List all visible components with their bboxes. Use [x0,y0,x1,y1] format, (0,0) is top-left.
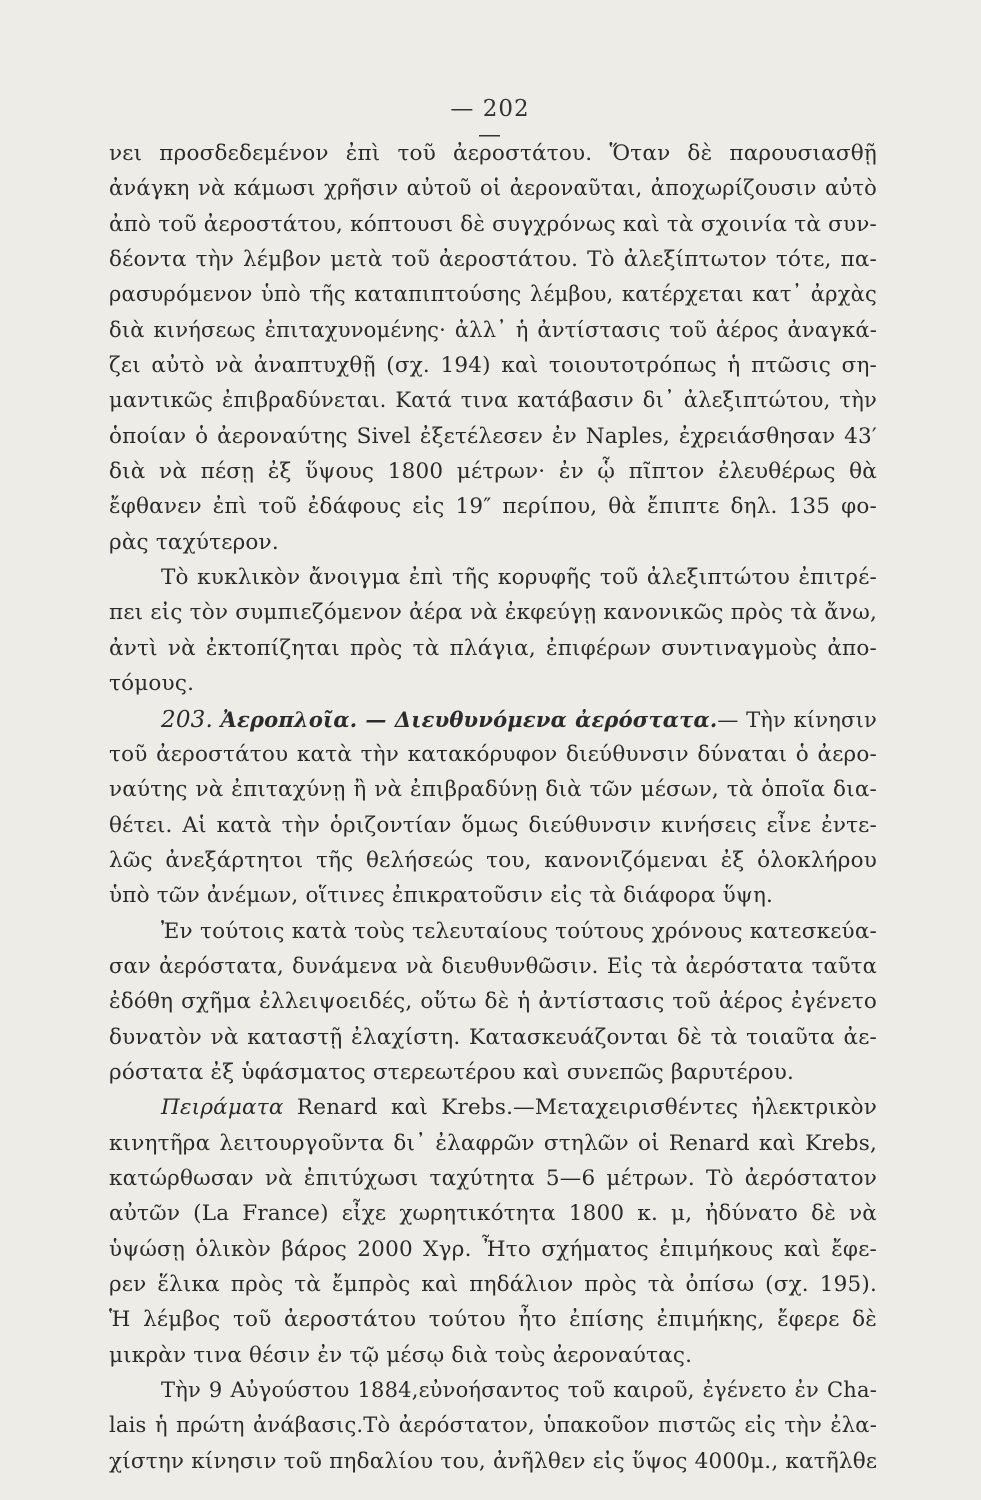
text-line: ναύτης νὰ ἐπιταχύνῃ ἢ νὰ ἐπιβραδύνῃ διὰ τῶν μέσων, τὰ ὁποῖα δια- [109,777,877,803]
text-line: ρόστατα ἐξ ὑφάσματος στερεωτέρου καὶ συνεπῶς βαρυτέρου. [109,1059,795,1085]
text-line: διὰ νὰ πέσῃ ἐξ ὕψους 1800 μέτρων· ἐν ᾧ πῖπτον ἐλευθέρως θὰ [109,459,877,485]
text-line: πει εἰς τὸν συμπιεζόμενον ἀέρα νὰ ἐκφεύγῃ κανονικῶς πρὸς τὰ ἄνω, [109,600,877,626]
text-line: σαν ἀερόστατα, δυνάμενα νὰ διευθυνθῶσιν. Εἰς τὰ ἀερόστατα ταῦτα [109,953,877,978]
text-line: λῶς ἀνεξάρτητοι τῆς θελήσεώς του, κανονιζόμεναι ἐξ ὁλοκλήρου [109,847,877,873]
text-line: Ἐν τούτοις κατὰ τοὺς τελευταίους τούτους χρόνους κατεσκεύα- [161,918,877,944]
text-line: ὑπὸ τῶν ἀνέμων, οἵτινες ἐπικρατοῦσιν εἰς τὰ διάφορα ὕψη. [109,883,774,909]
text-line: ἀνάγκη νὰ κάμωσι χρῆσιν αὐτοῦ οἱ ἀεροναῦται, ἀποχωρίζουσιν αὐτὸ [109,176,877,201]
text-line: ἔφθανεν ἐπὶ τοῦ ἐδάφους εἰς 19″ περίπου, θὰ ἔπιπτε δηλ. 135 φο- [109,494,877,520]
text-line: ἐδόθη σχῆμα ἐλλειψοειδές, οὕτω δὲ ἡ ἀντίστασις τοῦ ἀέρος ἐγένετο [109,989,877,1015]
text-line: μαντικῶς ἐπιβραδύνεται. Κατά τινα κατάβασιν δι᾽ ἀλεξιπτώτου, τὴν [109,388,877,413]
section-heading-line [109,702,877,737]
text-line: μικρὰν τινα θέσιν ἐν τῷ μέσῳ διὰ τοὺς ἀεροναύτας. [109,1342,693,1368]
text-line: τοῦ ἀεροστάτου κατὰ τὴν κατακόρυφον διεύθυνσιν δύναται ὁ ἀερο- [109,741,877,767]
text-line: δέοντα τὴν λέμβον μετὰ τοῦ ἀεροστάτου. Τὸ ἀλεξίπτωτον τότε, πα- [109,247,877,273]
text-line: θέτει. Αἱ κατὰ τὴν ὁριζοντίαν ὅμως διεύθυνσιν κινήσεις εἶνε ἐντε- [109,812,877,838]
section-title: Ἀεροπλοῖα. — Διευθυνόμενα ἀερόστατα. [220,706,718,732]
text-line: αὐτῶν (La France) εἶχε χωρητικότητα 1800 κ. μ, ἠδύνατο δὲ νὰ [109,1201,877,1227]
text-line: ὑψώσῃ ὁλικὸν βάρος 2000 Χγρ. Ἦτο σχήματος ἐπιμήκους καὶ ἔφε- [109,1236,877,1262]
text-line: ἀντὶ νὰ ἐκτοπίζηται πρὸς τὰ πλάγια, ἐπιφέρων συντιναγμοὺς ἀπο- [109,635,877,661]
text-line: δυνατὸν νὰ καταστῇ ἐλαχίστη. Κατασκευάζονται δὲ τὰ τοιαῦτα ἀε- [109,1024,877,1050]
text-line: νει προσδεδεμένον ἐπὶ τοῦ ἀεροστάτου. Ὅταν δὲ παρουσιασθῇ [109,141,877,166]
text-line: Τὸ κυκλικὸν ἄνοιγμα ἐπὶ τῆς κορυφῆς τοῦ ἀλεξιπτώτου ἐπιτρέ- [161,565,877,591]
text-line: διὰ κινήσεως ἐπιταχυνομένης· ἀλλ᾽ ἡ ἀντίστασις τοῦ ἀέρος ἀναγκά- [109,317,877,342]
body-text [109,136,877,1479]
section-number: 203. [161,706,214,733]
text-line: κινητῆρα λειτουργοῦντα δι᾽ ἐλαφρῶν στηλῶν οἱ Renard καὶ Krebs, [109,1130,877,1156]
paragraph-lead-text: Renard καὶ Krebs.—Μεταχειρισθέντες ἠλεκτρικὸν [296,1095,877,1121]
page-number: — 202 — [450,96,530,148]
text-line: ρὰς ταχύτερον. [109,529,279,555]
text-line: Τὴν 9 Αὐγούστου 1884,εὐνοήσαντος τοῦ καιροῦ, ἐγένετο ἐν Cha- [161,1378,877,1403]
text-line: κατώρθωσαν νὰ ἐπιτύχωσι ταχύτητα 5—6 μέτρων. Τὸ ἀερόστατον [109,1165,877,1191]
text-line: χίστην κίνησιν τοῦ πηδαλίου του, ἀνῆλθεν εἰς ὕψος 4000μ., κατῆλθε [109,1448,877,1474]
text-line: ὁποίαν ὁ ἀεροναύτης Sivel ἐξετέλεσεν ἐν Naples, ἐχρειάσθησαν 43′ [109,423,877,449]
text-line: ρεν ἕλικα πρὸς τὰ ἔμπρὸς καὶ πηδάλιον πρὸς τὰ ὀπίσω (σχ. 195). [109,1272,877,1297]
text-line: ζει αὐτὸ νὰ ἀναπτυχθῇ (σχ. 194) καὶ τοιουτοτρόπως ἡ πτῶσις ση- [109,353,877,379]
text-line: lais ἡ πρώτη ἀνάβασις.Τὸ ἀερόστατον, ὑπακοῦον πιστῶς εἰς τὴν ἐλα- [109,1413,877,1438]
text-line: ρασυρόμενον ὑπὸ τῆς καταπιπτούσης λέμβου, κατέρχεται κατ᾽ ἀρχὰς [109,282,877,307]
paragraph-lead-line [109,1090,877,1125]
section-heading-text: — Τὴν κίνησιν [717,707,877,732]
text-line: ἀπὸ τοῦ ἀεροστάτου, κόπτουσι δὲ συγχρόνως καὶ τὰ σχοινία τὰ συν- [109,211,877,237]
paragraph-lead: Πειράματα [161,1095,284,1121]
text-line: τόμους. [109,671,195,697]
text-line: Ἡ λέμβος τοῦ ἀεροστάτου τούτου ἦτο ἐπίσης ἐπιμήκης, ἔφερε δὲ [109,1307,877,1333]
